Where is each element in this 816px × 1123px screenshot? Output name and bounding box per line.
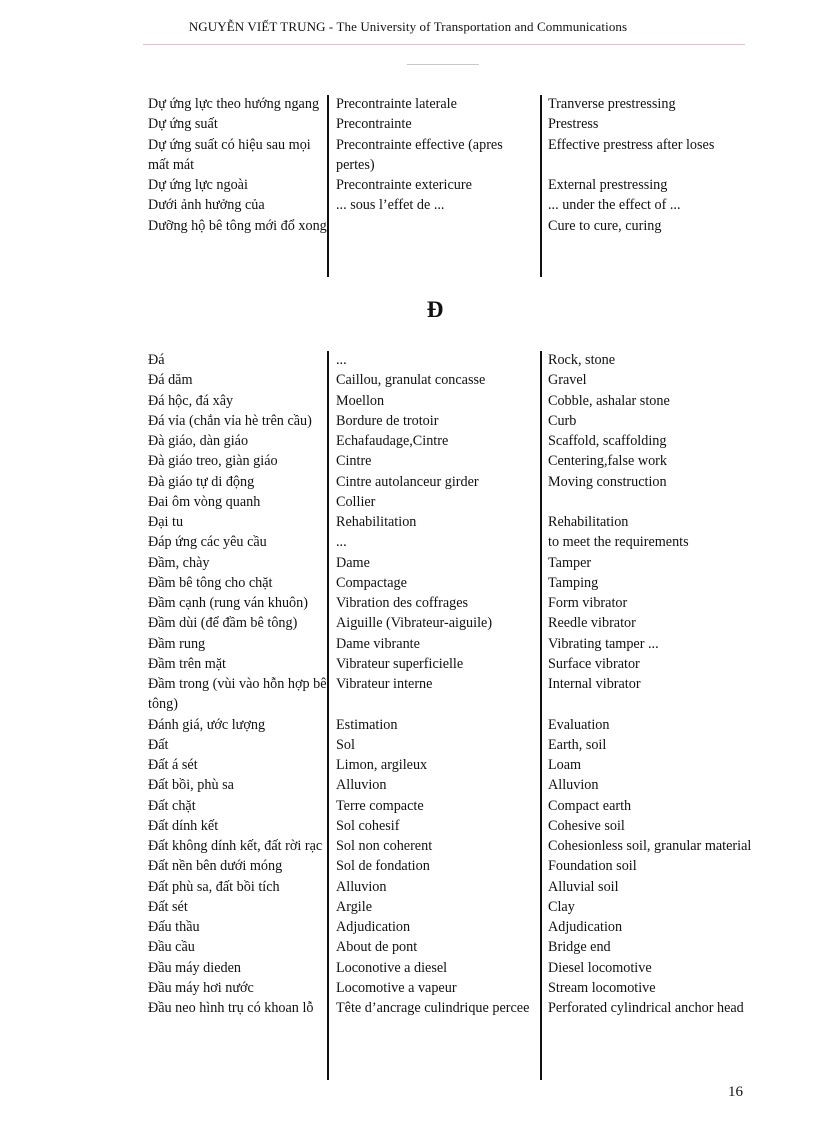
glossary-row: [148, 856, 768, 876]
english-term: Effective prestress after loses: [548, 136, 715, 153]
header-dash: [407, 64, 479, 65]
english-term: External prestressing: [548, 177, 668, 193]
glossary-row: [148, 674, 768, 715]
french-term: ...: [336, 352, 347, 368]
english-term: Stream locomotive: [548, 979, 656, 996]
glossary-row: [148, 816, 768, 836]
french-term: Precontrainte effective (apres pertes): [336, 136, 503, 173]
vietnamese-term: Đất phù sa, đất bồi tích: [148, 878, 280, 895]
french-term: Terre compacte: [336, 797, 424, 814]
french-term: Sol: [336, 736, 355, 753]
english-term: Cohesive soil: [548, 817, 625, 834]
vietnamese-term: Đá hộc, đá xây: [148, 392, 234, 409]
french-term: Precontrainte laterale: [336, 96, 457, 112]
glossary-row: [148, 755, 768, 775]
french-term: Precontrainte: [336, 116, 412, 133]
english-term: Moving construction: [548, 473, 667, 490]
french-term: Cintre: [336, 453, 372, 470]
french-term: Sol non coherent: [336, 838, 433, 854]
vietnamese-term: Dưỡng hộ bê tông mới đổ xong: [148, 217, 327, 234]
english-term: Prestress: [548, 116, 599, 133]
column-divider-3: [327, 351, 329, 1080]
glossary-row: [148, 715, 768, 735]
french-term: Adjudication: [336, 919, 411, 935]
english-term: Tamper: [548, 554, 592, 571]
french-term: Rehabilitation: [336, 514, 417, 530]
vietnamese-term: Đất: [148, 736, 169, 753]
glossary-row: [148, 492, 768, 512]
vietnamese-term: Đầu neo hình trụ có khoan lỗ: [148, 1000, 314, 1016]
french-term: Sol cohesif: [336, 817, 400, 834]
french-term: Dame vibrante: [336, 635, 420, 652]
french-term: About de pont: [336, 939, 418, 956]
glossary-row: [148, 836, 768, 856]
glossary-row: [148, 613, 768, 633]
french-term: Vibrateur interne: [336, 676, 433, 692]
french-term: Alluvion: [336, 878, 387, 895]
french-term: Vibrateur superficielle: [336, 655, 464, 672]
french-term: Sol de fondation: [336, 858, 430, 875]
glossary-row: [148, 593, 768, 613]
vietnamese-term: Đầm trong (vùi vào hỗn hợp bê tông): [148, 676, 327, 713]
english-term: to meet the requirements: [548, 534, 689, 551]
english-term: Reedle vibrator: [548, 615, 636, 632]
english-term: Form vibrator: [548, 595, 628, 611]
vietnamese-term: Đà giáo treo, giàn giáo: [148, 453, 278, 470]
english-term: Perforated cylindrical anchor head: [548, 1000, 744, 1016]
french-term: Echafaudage,Cintre: [336, 433, 449, 449]
english-term: Cure to cure, curing: [548, 217, 662, 234]
vietnamese-term: Đáp ứng các yêu cầu: [148, 534, 267, 551]
english-term: Foundation soil: [548, 858, 637, 875]
vietnamese-term: Đai ôm vòng quanh: [148, 493, 261, 510]
french-term: Vibration des coffrages: [336, 595, 469, 611]
header-divider: [143, 44, 745, 45]
english-term: Tamping: [548, 574, 599, 591]
glossary-row: [148, 411, 768, 431]
vietnamese-term: Đất sét: [148, 898, 188, 915]
english-term: Adjudication: [548, 919, 623, 935]
french-term: Tête d’ancrage culindrique percee: [336, 1000, 530, 1016]
vietnamese-term: Đầm, chày: [148, 554, 210, 571]
french-term: Locomotive a vapeur: [336, 979, 457, 996]
english-term: Compact earth: [548, 797, 632, 814]
english-term: Curb: [548, 412, 577, 429]
glossary-table-section-2: [148, 350, 768, 1018]
glossary-row: [148, 897, 768, 917]
english-term: Bridge end: [548, 939, 611, 956]
glossary-row: [148, 216, 768, 236]
column-divider-2: [540, 95, 542, 277]
french-term: Estimation: [336, 716, 398, 733]
english-term: Cohesionless soil, granular material: [548, 838, 752, 854]
english-term: Cobble, ashalar stone: [548, 392, 670, 409]
glossary-row: [148, 735, 768, 755]
glossary-row: [148, 195, 768, 215]
glossary-row: [148, 431, 768, 451]
glossary-row: [148, 573, 768, 593]
english-term: Rock, stone: [548, 352, 615, 368]
vietnamese-term: Đá vỉa (chắn vỉa hè trên cầu): [148, 412, 312, 429]
english-term: ... under the effect of ...: [548, 197, 681, 214]
french-term: Dame: [336, 554, 370, 571]
vietnamese-term: Đầm cạnh (rung ván khuôn): [148, 595, 308, 611]
vietnamese-term: Đầm rung: [148, 635, 206, 652]
glossary-row: [148, 512, 768, 532]
vietnamese-term: Đầm dùi (để đầm bê tông): [148, 615, 298, 632]
french-term: Moellon: [336, 392, 385, 409]
english-term: Earth, soil: [548, 736, 607, 753]
glossary-row: [148, 978, 768, 998]
vietnamese-term: Đà giáo, dàn giáo: [148, 433, 249, 449]
vietnamese-term: Đà giáo tự di động: [148, 473, 255, 490]
english-term: [542, 492, 752, 512]
glossary-row: [148, 937, 768, 957]
french-term: Caillou, granulat concasse: [336, 372, 486, 389]
vietnamese-term: Đá: [148, 352, 165, 368]
vietnamese-term: Đầm bê tông cho chặt: [148, 574, 273, 591]
vietnamese-term: Đất dính kết: [148, 817, 219, 834]
french-term: Argile: [336, 898, 372, 915]
column-divider-1: [327, 95, 329, 277]
page-header: NGUYỄN VIẾT TRUNG - The University of Transportation and Communications: [188, 19, 628, 34]
glossary-row: [148, 553, 768, 573]
glossary-row: [148, 451, 768, 471]
english-term: Evaluation: [548, 716, 610, 733]
french-term: Compactage: [336, 574, 407, 591]
english-term: Vibrating tamper ...: [548, 635, 659, 652]
glossary-row: [148, 94, 768, 114]
glossary-row: [148, 472, 768, 492]
glossary-row: [148, 634, 768, 654]
glossary-row: [148, 958, 768, 978]
english-term: Centering,false work: [548, 453, 667, 470]
glossary-row: [148, 998, 768, 1018]
vietnamese-term: Dự ứng lực theo hướng ngang: [148, 96, 320, 112]
vietnamese-term: Đầu máy hơi nước: [148, 979, 254, 996]
vietnamese-term: Đấu thầu: [148, 919, 200, 935]
english-term: Gravel: [548, 372, 587, 389]
english-term: Clay: [548, 898, 575, 915]
vietnamese-term: Đại tu: [148, 514, 184, 530]
french-term: Loconotive a diesel: [336, 959, 448, 976]
vietnamese-term: Dự ứng lực ngoài: [148, 177, 248, 193]
french-term: [330, 216, 542, 236]
glossary-row: [148, 175, 768, 195]
english-term: Scaffold, scaffolding: [548, 433, 667, 449]
glossary-table-section-1: [148, 94, 768, 236]
vietnamese-term: Dự ứng suất: [148, 116, 218, 133]
english-term: Rehabilitation: [548, 514, 629, 530]
french-term: Collier: [336, 493, 376, 510]
column-divider-4: [540, 351, 542, 1080]
glossary-row: [148, 350, 768, 370]
french-term: Limon, argileux: [336, 757, 428, 773]
glossary-row: [148, 654, 768, 674]
vietnamese-term: Đầu máy dieden: [148, 959, 241, 976]
vietnamese-term: Đất nền bên dưới móng: [148, 858, 283, 875]
vietnamese-term: Dưới ảnh hưởng của: [148, 197, 265, 214]
vietnamese-term: Đất á sét: [148, 757, 198, 773]
glossary-row: [148, 877, 768, 897]
glossary-row: [148, 114, 768, 134]
english-term: Diesel locomotive: [548, 959, 652, 976]
vietnamese-term: Đầu cầu: [148, 939, 195, 956]
glossary-row: [148, 135, 768, 176]
french-term: ... sous l’effet de ...: [336, 197, 445, 214]
glossary-row: [148, 775, 768, 795]
vietnamese-term: Đất bồi, phù sa: [148, 777, 234, 794]
english-term: Internal vibrator: [548, 676, 641, 692]
english-term: Surface vibrator: [548, 655, 640, 672]
glossary-row: [148, 391, 768, 411]
section-letter-heading: Đ: [426, 297, 444, 322]
french-term: Precontrainte extericure: [336, 177, 472, 193]
glossary-row: [148, 532, 768, 552]
vietnamese-term: Đầm trên mặt: [148, 655, 227, 672]
english-term: Tranverse prestressing: [548, 96, 676, 112]
french-term: Bordure de trotoir: [336, 412, 439, 429]
french-term: Cintre autolanceur girder: [336, 473, 479, 490]
glossary-row: [148, 370, 768, 390]
vietnamese-term: Dự ứng suất có hiệu sau mọi mất mát: [148, 136, 311, 173]
vietnamese-term: Đá dăm: [148, 372, 193, 389]
page-number: 16: [728, 1084, 743, 1100]
vietnamese-term: Đánh giá, ước lượng: [148, 716, 266, 733]
glossary-row: [148, 917, 768, 937]
french-term: Alluvion: [336, 777, 387, 794]
vietnamese-term: Đất chặt: [148, 797, 196, 814]
english-term: Alluvial soil: [548, 878, 619, 895]
vietnamese-term: Đất không dính kết, đất rời rạc: [148, 838, 323, 854]
glossary-row: [148, 796, 768, 816]
english-term: Loam: [548, 757, 582, 773]
french-term: Aiguille (Vibrateur-aiguile): [336, 615, 493, 632]
english-term: Alluvion: [548, 777, 599, 794]
french-term: ...: [336, 534, 347, 551]
